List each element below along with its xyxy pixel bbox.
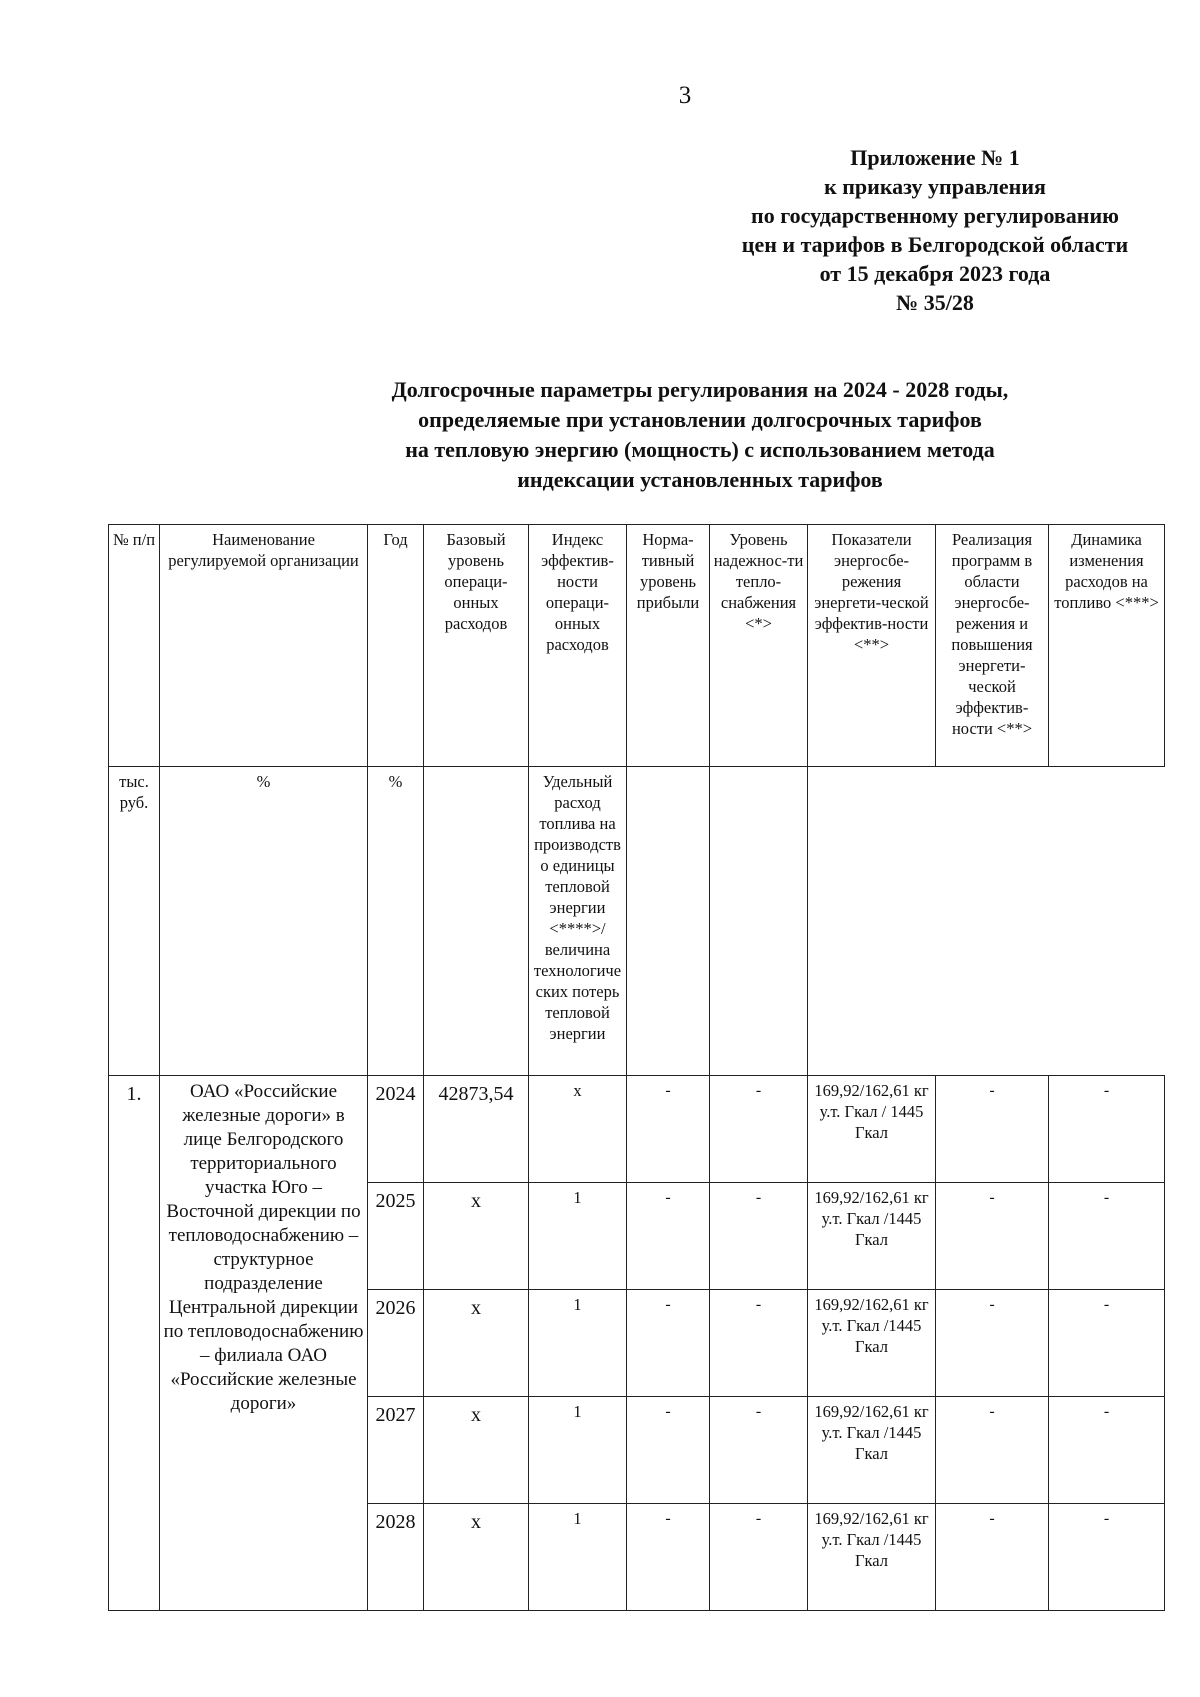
units-cell-energy: Удельный расход топлива на производство единицы тепловой энергии <****>/ величина технологических потерь тепловой энергии (529, 767, 627, 1076)
energy-cell: 169,92/162,61 кг у.т. Гкал /1445 Гкал (808, 1397, 936, 1504)
title-line: на тепловую энергию (мощность) с использованием метода (405, 437, 995, 462)
year-cell: 2028 (368, 1504, 424, 1611)
base-opex-cell: х (424, 1397, 529, 1504)
programs-cell: - (936, 1076, 1049, 1183)
title-line: Долгосрочные параметры регулирования на 2024 - 2028 годы, (391, 377, 1009, 402)
programs-cell: - (936, 1504, 1049, 1611)
year-cell: 2024 (368, 1076, 424, 1183)
fuel-cell: - (1049, 1504, 1165, 1611)
reliability-cell: - (710, 1183, 808, 1290)
header-cell-profit-level: Норма-тивный уровень прибыли (627, 525, 710, 767)
year-cell: 2026 (368, 1290, 424, 1397)
appendix-line: от 15 декабря 2023 года (819, 261, 1051, 286)
units-cell-profit: % (368, 767, 424, 1076)
fuel-cell: - (1049, 1076, 1165, 1183)
header-cell-fuel-dynamics: Динамика изменения расходов на топливо <***> (1049, 525, 1165, 767)
table-row (109, 1076, 1165, 1183)
fuel-cell: - (1049, 1397, 1165, 1504)
appendix-block (690, 143, 1180, 317)
profit-cell: - (627, 1290, 710, 1397)
header-cell-number: № п/п (109, 525, 160, 767)
appendix-line: к приказу управления (824, 174, 1046, 199)
appendix-line: Приложение № 1 (850, 145, 1020, 170)
reliability-cell: - (710, 1076, 808, 1183)
header-cell-base-opex: Базовый уровень операци-онных расходов (424, 525, 529, 767)
programs-cell: - (936, 1397, 1049, 1504)
reliability-cell: - (710, 1290, 808, 1397)
header-cell-year: Год (368, 525, 424, 767)
year-cell: 2025 (368, 1183, 424, 1290)
appendix-line: цен и тарифов в Белгородской области (741, 232, 1129, 257)
header-row (109, 525, 1165, 767)
units-cell-fuel (710, 767, 808, 1076)
efficiency-index-cell: 1 (529, 1183, 627, 1290)
fuel-cell: - (1049, 1183, 1165, 1290)
units-cell-programs (627, 767, 710, 1076)
energy-cell: 169,92/162,61 кг у.т. Гкал / 1445 Гкал (808, 1076, 936, 1183)
energy-cell: 169,92/162,61 кг у.т. Гкал /1445 Гкал (808, 1504, 936, 1611)
units-row (109, 767, 1165, 1076)
profit-cell: - (627, 1397, 710, 1504)
efficiency-index-cell: 1 (529, 1290, 627, 1397)
year-cell: 2027 (368, 1397, 424, 1504)
parameters-table (108, 524, 1165, 1611)
header-cell-energy-saving: Показатели энергосбе-режения энергети-ческой эффектив-ности <**> (808, 525, 936, 767)
base-opex-cell: х (424, 1504, 529, 1611)
energy-cell: 169,92/162,61 кг у.т. Гкал /1445 Гкал (808, 1183, 936, 1290)
title-line: индексации установленных тарифов (517, 467, 883, 492)
units-cell-index: % (160, 767, 368, 1076)
efficiency-index-cell: 1 (529, 1504, 627, 1611)
appendix-line: № 35/28 (896, 290, 974, 315)
appendix-line: по государственному регулированию (751, 203, 1119, 228)
header-cell-efficiency-index: Индекс эффектив-ности операци-онных расходов (529, 525, 627, 767)
profit-cell: - (627, 1183, 710, 1290)
units-cell-reliability (424, 767, 529, 1076)
reliability-cell: - (710, 1397, 808, 1504)
fuel-cell: - (1049, 1290, 1165, 1397)
programs-cell: - (936, 1290, 1049, 1397)
base-opex-cell: 42873,54 (424, 1076, 529, 1183)
energy-cell: 169,92/162,61 кг у.т. Гкал /1445 Гкал (808, 1290, 936, 1397)
profit-cell: - (627, 1076, 710, 1183)
efficiency-index-cell: 1 (529, 1397, 627, 1504)
header-cell-reliability: Уровень надежнос-ти тепло-снабжения <*> (710, 525, 808, 767)
header-cell-organization: Наименование регулируемой организации (160, 525, 368, 767)
page-number: 3 (678, 82, 692, 109)
profit-cell: - (627, 1504, 710, 1611)
units-cell-base: тыс. руб. (109, 767, 160, 1076)
org-number-cell: 1. (109, 1076, 160, 1611)
base-opex-cell: х (424, 1290, 529, 1397)
base-opex-cell: х (424, 1183, 529, 1290)
header-cell-programs: Реализация программ в области энергосбе-режения и повышения энергети-ческой эффектив-ности <**> (936, 525, 1049, 767)
programs-cell: - (936, 1183, 1049, 1290)
title-line: определяемые при установлении долгосрочных тарифов (418, 407, 982, 432)
document-title (250, 375, 1150, 495)
reliability-cell: - (710, 1504, 808, 1611)
org-name-cell: ОАО «Российские железные дороги» в лице Белгородского территориального участка Юго – Восточной дирекции по тепловодоснабжению – структурное подразделение Центральной дирекции по тепловодоснабжению – филиала ОАО «Российские железные дороги» (160, 1076, 368, 1611)
efficiency-index-cell: х (529, 1076, 627, 1183)
